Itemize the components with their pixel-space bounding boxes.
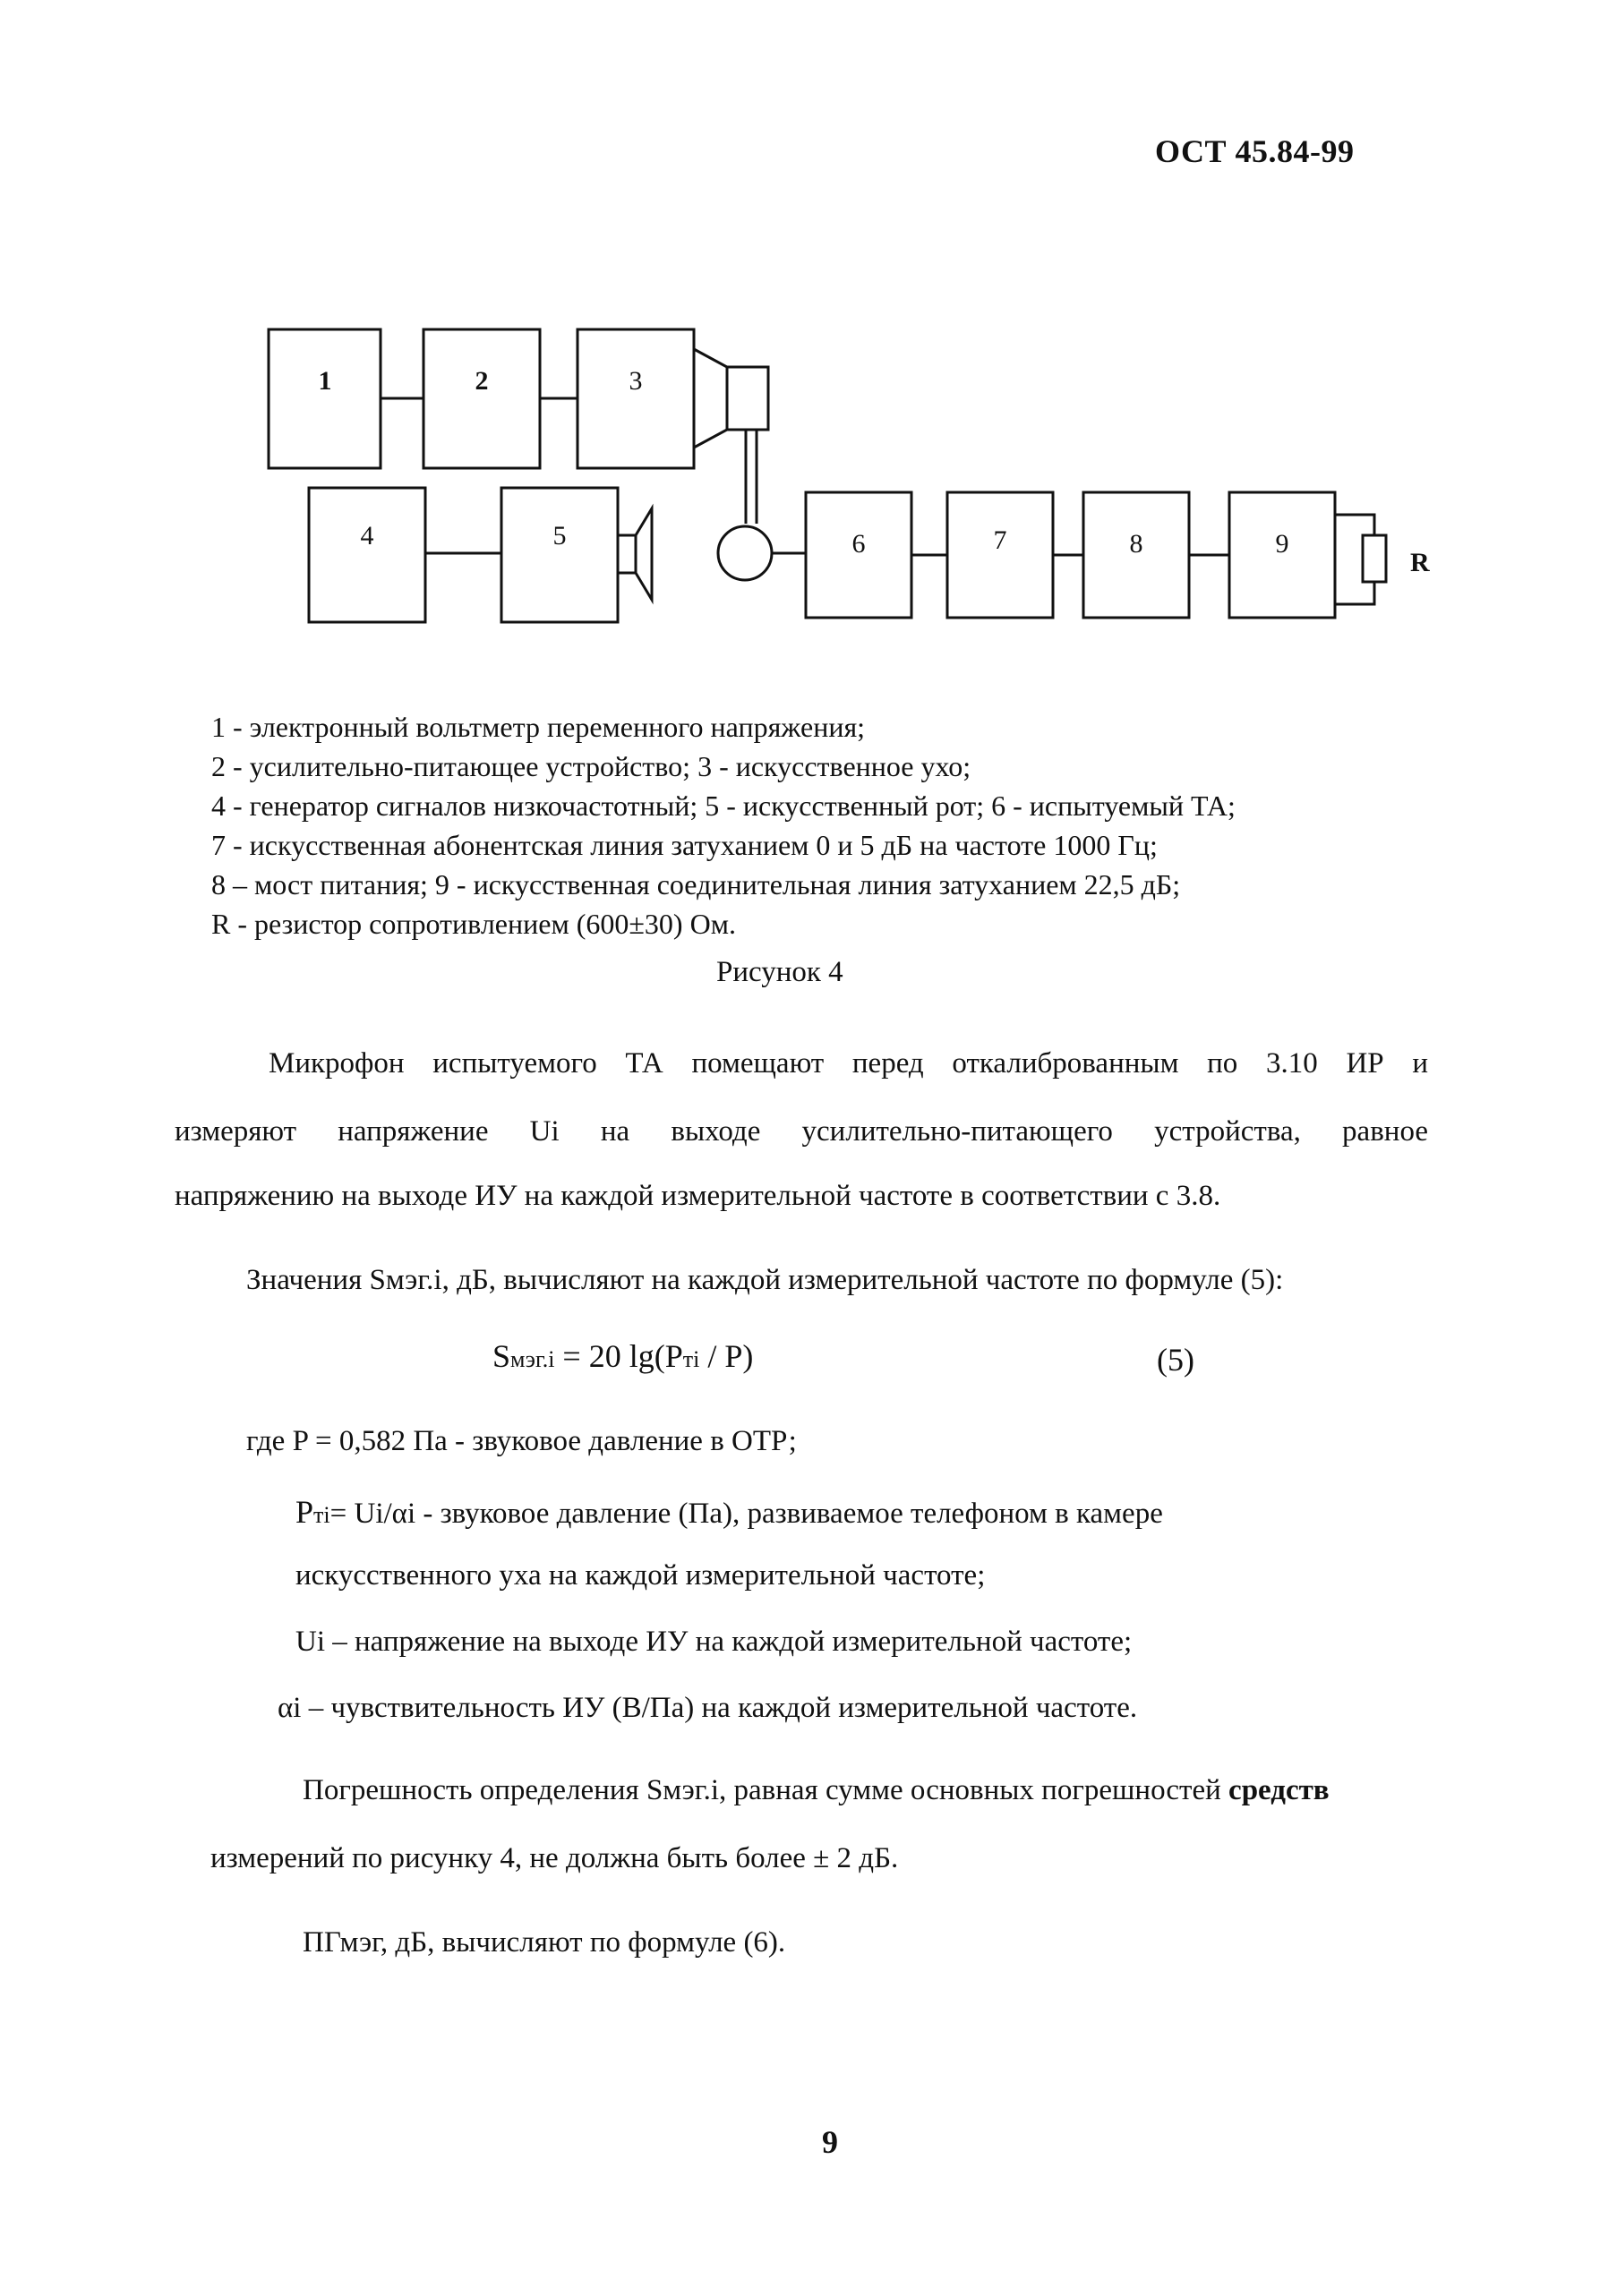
where-line-4: Ui – напряжение на выходе ИУ на каждой измерительной частоте; xyxy=(295,1626,1133,1658)
paragraph-2-post: , дБ, вычисляют на каждой измерительной частоте по формуле (5): xyxy=(441,1264,1284,1296)
figure-legend xyxy=(211,707,1236,943)
legend-line: 4 - генератор сигналов низкочастотный; 5 - искусственный рот; 6 - испытуемый ТА; xyxy=(211,790,1236,822)
paragraph-4: ПГмэг, дБ, вычисляют по формуле (6). xyxy=(303,1926,786,1959)
block-3 xyxy=(578,329,694,468)
paragraph-3-bold: средств xyxy=(1228,1774,1330,1806)
page-number: 9 xyxy=(822,2124,838,2160)
block-2 xyxy=(424,329,540,468)
block-label-5: 5 xyxy=(552,521,567,551)
where-line-2-symbol: P xyxy=(295,1494,314,1530)
block-label-3: 3 xyxy=(629,366,643,396)
legend-line: 8 – мост питания; 9 - искусственная соединительная линия затуханием 22,5 дБ; xyxy=(211,868,1181,900)
block-5 xyxy=(501,488,618,622)
resistor-label: R xyxy=(1410,548,1430,577)
legend-line: R - резистор сопротивлением (600±30) Ом. xyxy=(211,908,736,940)
block-label-8: 8 xyxy=(1129,529,1143,559)
resistor-lead-bottom xyxy=(1335,582,1374,604)
paragraph-2-symbol: Sмэг.i xyxy=(369,1264,442,1296)
block-1 xyxy=(269,329,381,468)
where-line-2-sub: тi xyxy=(313,1502,330,1528)
formula-rhs-sub: тi xyxy=(682,1346,700,1372)
artificial-mouth-horn xyxy=(636,508,652,600)
block-label-7: 7 xyxy=(993,525,1007,555)
where-line-2 xyxy=(295,1493,1163,1531)
formula-5 xyxy=(492,1337,753,1375)
artificial-ear-coupler xyxy=(727,367,768,430)
where-line-2-text: = Ui/αi - звуковое давление (Па), развиваемое телефоном в камере xyxy=(329,1498,1163,1530)
legend-line: 2 - усилительно-питающее устройство; 3 - искусственное ухо; xyxy=(211,750,971,782)
formula-number: (5) xyxy=(1157,1342,1194,1378)
block-7 xyxy=(947,492,1053,618)
paragraph-3-text: Погрешность определения Sмэг.i, равная сумме основных погрешностей xyxy=(303,1774,1229,1806)
formula-mid: = 20 lg(P xyxy=(554,1338,683,1374)
paragraph-2-pre: Значения xyxy=(246,1264,370,1296)
artificial-ear-horn xyxy=(694,349,727,448)
formula-end: / P) xyxy=(699,1338,754,1374)
formula-lhs-sub: мэг.i xyxy=(510,1346,555,1372)
block-label-9: 9 xyxy=(1275,529,1289,559)
where-line-1: где P = 0,582 Па - звуковое давление в ОТР; xyxy=(246,1425,797,1457)
document-code: ОСТ 45.84-99 xyxy=(1155,133,1355,169)
paragraph-1-line-2: измеряют напряжение Ui на выходе усилительно-питающего устройства, равное xyxy=(175,1115,1428,1148)
block-diagram xyxy=(0,0,1617,680)
formula-lhs: S xyxy=(492,1338,511,1374)
where-line-3: искусственного уха на каждой измерительной частоте; xyxy=(295,1559,986,1592)
figure-caption: Рисунок 4 xyxy=(716,956,843,988)
block-label-6: 6 xyxy=(851,529,866,559)
handset-microphone xyxy=(718,526,772,580)
artificial-mouth-body xyxy=(618,535,636,573)
legend-line: 1 - электронный вольтметр переменного напряжения; xyxy=(211,711,866,743)
block-label-4: 4 xyxy=(360,521,374,551)
block-label-2: 2 xyxy=(475,366,489,396)
block-4 xyxy=(309,488,425,622)
paragraph-1-line-1: Микрофон испытуемого ТА помещают перед откалиброванным по 3.10 ИР и xyxy=(269,1047,1428,1080)
paragraph-3-line-1 xyxy=(303,1774,1330,1807)
resistor xyxy=(1363,535,1386,582)
legend-line: 7 - искусственная абонентская линия затуханием 0 и 5 дБ на частоте 1000 Гц; xyxy=(211,829,1158,861)
paragraph-3-line-2: измерений по рисунку 4, не должна быть более ± 2 дБ. xyxy=(210,1842,899,1874)
resistor-lead-top xyxy=(1335,515,1374,535)
block-label-1: 1 xyxy=(318,366,332,396)
paragraph-1-line-3: напряжению на выходе ИУ на каждой измерительной частоте в соответствии с 3.8. xyxy=(175,1180,1221,1212)
where-line-5: αi – чувствительность ИУ (В/Па) на каждой измерительной частоте. xyxy=(278,1692,1138,1724)
paragraph-2 xyxy=(246,1264,1283,1297)
